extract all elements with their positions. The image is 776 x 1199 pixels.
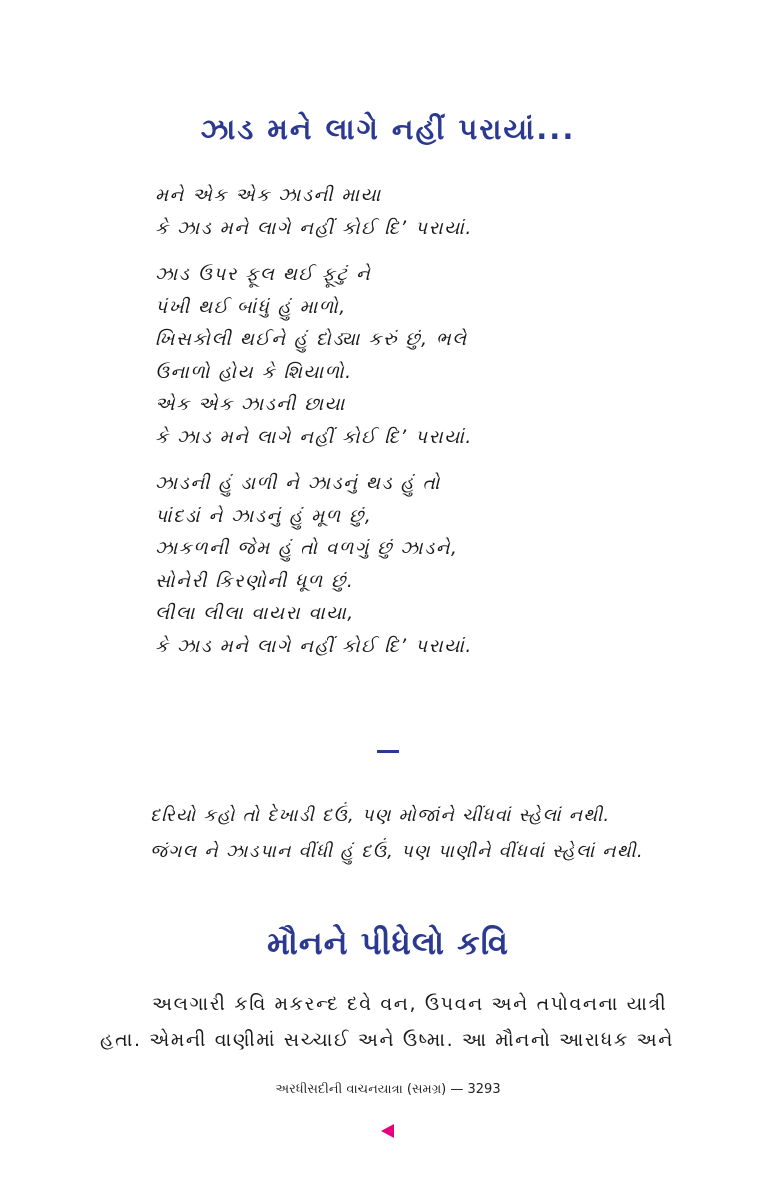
poem-line: ઝાડ ઉપર ફૂલ થઈ ફૂટું ને [155,264,372,285]
article-body [100,986,680,1058]
couplet-line: દરિયો કહો તો દેખાડી દઉં, પણ મોજાંને ચીંધવાં સ્હેલાં નથી. [150,805,611,826]
poem-line: ઉનાળો હોય કે શિયાળો. [155,361,353,383]
poem-stanza [155,180,715,245]
article-line: હતા. એમની વાણીમાં સચ્ચાઈ અને ઉષ્મા. આ મૌનનો આરાધક અને [100,1029,674,1051]
couplet-line: જંગલ ને ઝાડપાન વીંધી હું દઉં, પણ પાણીને વીંધવાં સ્હેલાં નથી. [150,841,644,862]
poem-body [155,180,715,677]
poem-line: પંખી થઈ બાંધું હું માળો, [155,296,347,318]
poem-line: ખિસકોલી થઈને હું દોડ્યા કરું છું, ભલે [155,329,468,350]
article-line: અલગારી કવિ મકરન્દ દવે વન, ઉપવન અને તપોવનના યાત્રી [152,993,668,1015]
article-title: મૌનને પીધેલો કવિ [267,924,509,962]
poem-line: મને એક એક ઝાડની માયા [155,185,382,206]
poem-line: કે ઝાડ મને લાગે નહીં કોઈ દિ’ પરાયાં. [155,635,473,657]
poem-line: પાંદડાં ને ઝાડનું હું મૂળ છું, [155,505,373,527]
poem-title: ઝાડ મને લાગે નહીં પરાયાં... [200,112,576,146]
page-footer: અરધીસદીની વાચનયાત્રા (સમગ્ર) — 3293 [275,1082,501,1097]
poem-line: ઝાકળની જેમ હું તો વળગું છું ઝાડને, [155,538,459,559]
poem-line: ઝાડની હું ડાળી ને ઝાડનું થડ હું તો [155,473,441,494]
poem-line: લીલા લીલા વાયરા વાયા, [155,603,355,624]
poem-line: કે ઝાડ મને લાગે નહીં કોઈ દિ’ પરાયાં. [155,217,473,239]
poem-line: સોનેરી કિરણોની ધૂળ છું. [155,570,355,592]
previous-page-arrow-icon[interactable] [381,1124,394,1138]
poem-line: એક એક ઝાડની છાયા [155,394,346,415]
couplet [150,798,750,870]
poem-line: કે ઝાડ મને લાગે નહીં કોઈ દિ’ પરાયાં. [155,426,473,448]
poem-stanza [155,259,715,454]
section-divider [377,750,399,753]
poem-stanza [155,468,715,663]
